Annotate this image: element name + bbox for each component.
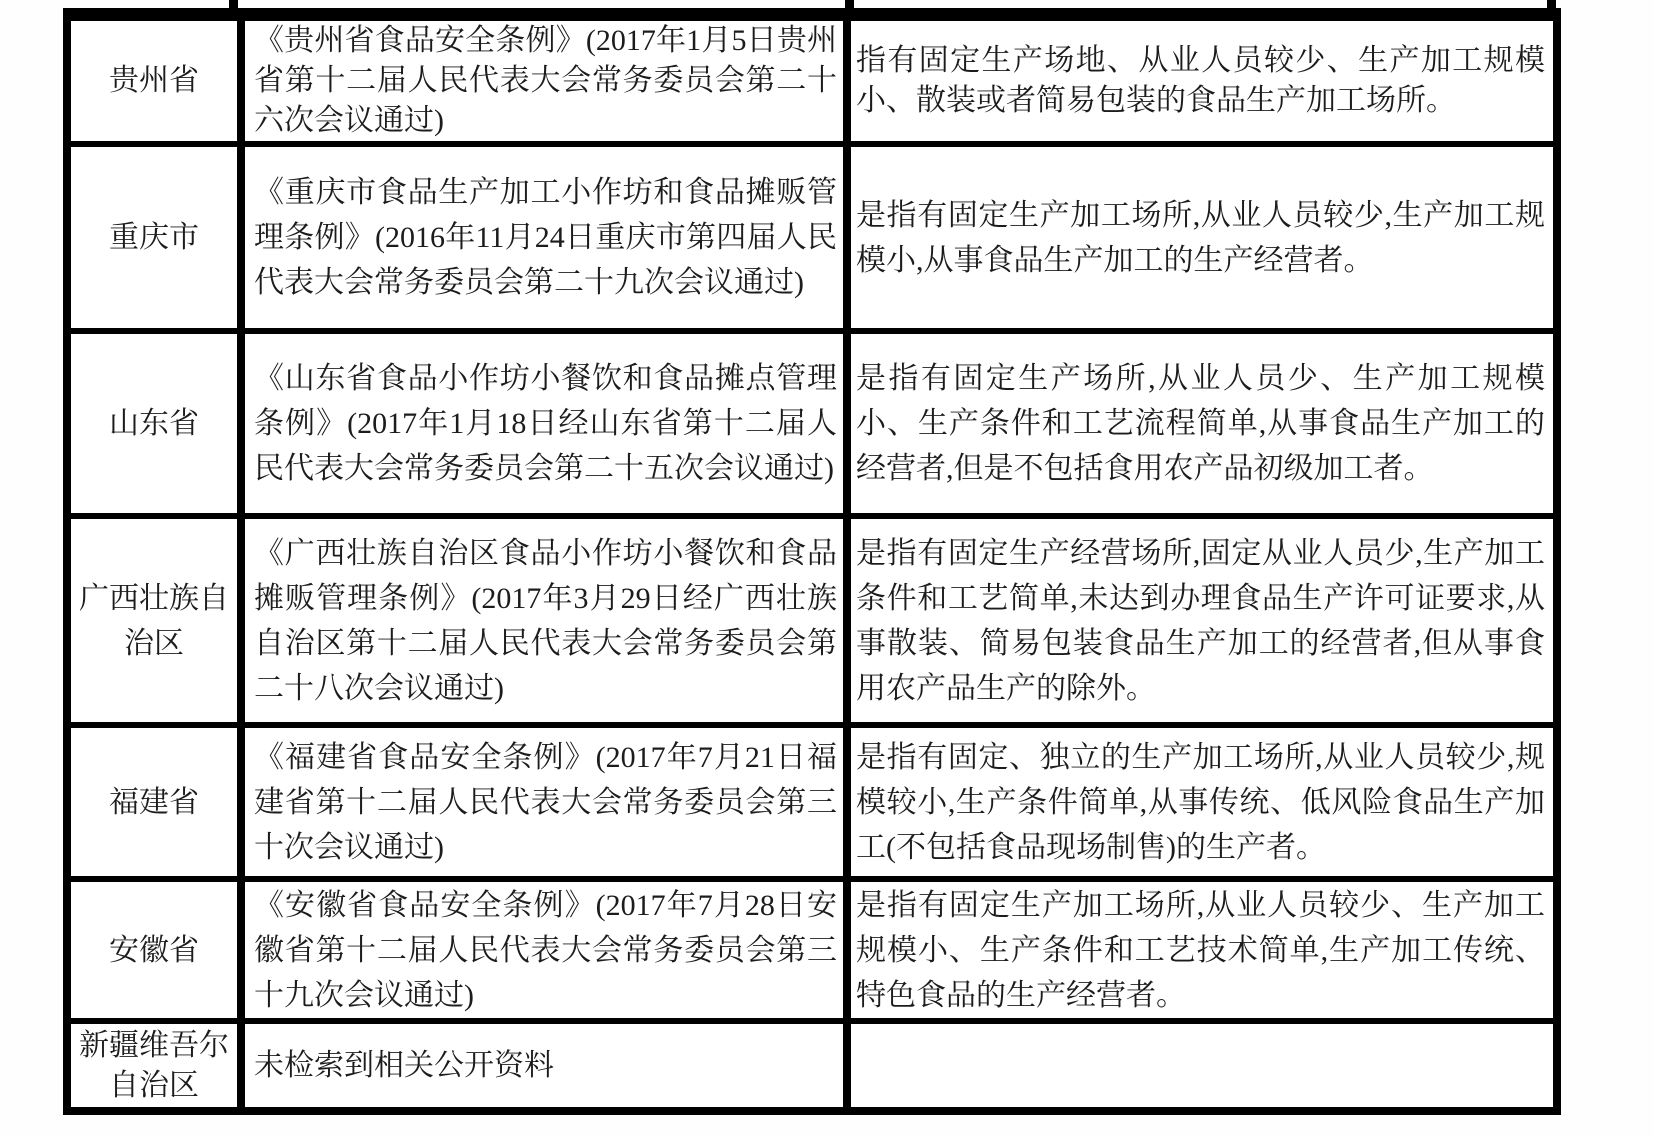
definition-text: 是指有固定生产加工场所,从业人员较少、生产加工规模小、生产条件和工艺技术简单,生产加工传统、特色食品的生产经营者。 (856, 888, 1545, 1012)
province-name: 贵州省 (109, 64, 199, 97)
definition-cell (851, 882, 1553, 1018)
province-cell (71, 334, 245, 513)
definition-text: 是指有固定、独立的生产加工场所,从业人员较少,规模较小,生产条件简单,从事传统、低风险食品生产加工(不包括食品现场制售)的生产者。 (856, 740, 1545, 864)
province-cell (71, 728, 245, 876)
regulation-text: 《安徽省食品安全条例》(2017年7月28日安徽省第十二届人民代表大会常务委员会第三十九次会议通过) (254, 888, 837, 1012)
table-row-chongqing (71, 147, 1553, 334)
definition-text: 是指有固定生产经营场所,固定从业人员少,生产加工条件和工艺简单,未达到办理食品生产许可证要求,从事散装、简易包装食品生产加工的经营者,但从事食用农产品生产的除外。 (856, 536, 1545, 705)
regulation-text: 《重庆市食品生产加工小作坊和食品摊贩管理条例》(2016年11月24日重庆市第四届人民代表大会常务委员会第二十九次会议通过) (254, 176, 837, 299)
province-cell (71, 882, 245, 1018)
province-cell (71, 1024, 245, 1107)
province-cell (71, 519, 245, 722)
regulation-text: 《广西壮族自治区食品小作坊小餐饮和食品摊贩管理条例》(2017年3月29日经广西壮族自治区第十二届人民代表大会常务委员会第二十八次会议通过) (254, 536, 837, 705)
definition-cell (851, 519, 1553, 722)
definition-cell (851, 728, 1553, 876)
definition-cell (851, 1024, 1553, 1107)
regulation-text: 《贵州省食品安全条例》(2017年1月5日贵州省第十二届人民代表大会常务委员会第二十六次会议通过) (254, 24, 837, 137)
definition-text: 是指有固定生产场所,从业人员少、生产加工规模小、生产条件和工艺流程简单,从事食品生产加工的经营者,但是不包括食用农产品初级加工者。 (856, 362, 1545, 485)
definition-text: 指有固定生产场地、从业人员较少、生产加工规模小、散装或者简易包装的食品生产加工场所。 (856, 44, 1545, 117)
regulation-cell (245, 519, 851, 722)
table-row-guangxi (71, 519, 1553, 728)
definition-cell (851, 334, 1553, 513)
province-cell (71, 21, 245, 141)
table-row-anhui (71, 882, 1553, 1024)
regulation-cell (245, 882, 851, 1018)
province-name: 广西壮族自治区 (79, 581, 229, 660)
regulation-text: 《福建省食品安全条例》(2017年7月21日福建省第十二届人民代表大会常务委员会第三十次会议通过) (254, 740, 837, 864)
definition-cell (851, 21, 1553, 141)
province-name: 福建省 (109, 785, 199, 819)
table-row-xinjiang (71, 1024, 1553, 1107)
province-name: 安徽省 (109, 933, 199, 967)
regulation-cell (245, 147, 851, 328)
regulation-cell (245, 334, 851, 513)
definition-text: 是指有固定生产加工场所,从业人员较少,生产加工规模小,从事食品生产加工的生产经营者。 (856, 198, 1545, 277)
regulation-cell (245, 1024, 851, 1107)
table-row-shandong (71, 334, 1553, 519)
regulation-cell (245, 21, 851, 141)
regulation-text: 未检索到相关公开资料 (254, 1048, 554, 1082)
province-cell (71, 147, 245, 328)
definition-cell (851, 147, 1553, 328)
regulations-table (63, 8, 1561, 1115)
table-row-guizhou (71, 21, 1553, 147)
regulation-cell (245, 728, 851, 876)
province-name: 重庆市 (109, 221, 199, 254)
regulation-text: 《山东省食品小作坊小餐饮和食品摊点管理条例》(2017年1月18日经山东省第十二届人民代表大会常务委员会第二十五次会议通过) (254, 362, 837, 485)
province-name: 山东省 (109, 407, 199, 440)
province-name: 新疆维吾尔自治区 (79, 1028, 229, 1102)
table-row-fujian (71, 728, 1553, 882)
